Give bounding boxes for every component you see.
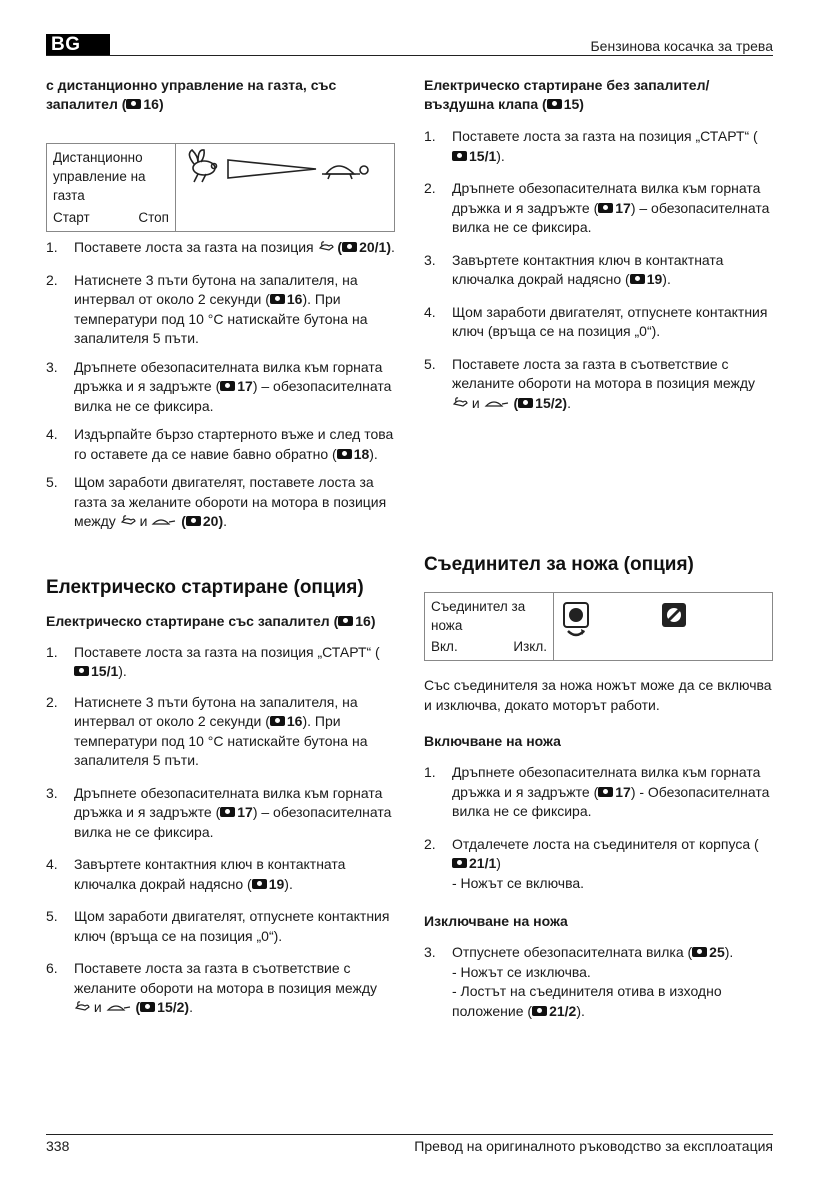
camera-icon [452,151,467,161]
clutch-description: Със съединителя за ножа ножът може да се включва и изключва, докато моторът работи. [424,677,772,713]
camera-icon [270,716,285,726]
throttle-wedge [228,160,316,178]
turtle-icon [106,1002,132,1012]
throttle-control-table [46,143,395,232]
list-item: 1. Поставете лоста за газта на позиция „СТАРТ“ (15/1). [46,643,380,679]
list-item: 5. Щом заработи двигателят, поставете лоста за газта за желаните обороти на мотора в позиция между и ( 20). [46,474,387,529]
list-item: 1. Поставете лоста за газта на позиция „СТАРТ“ (15/1). [424,128,758,164]
camera-icon [342,242,357,252]
list-item: 3. Дръпнете обезопасителната вилка към горната дръжка и я задръжте ( 17) – обезопасителната вилка не се фиксира. [46,358,392,414]
blade-off-icon [662,603,686,627]
camera-icon [126,99,141,109]
list-item: 5. Щом заработи двигателят, отпуснете контактния ключ (връща се на позиция „0“). [46,908,390,944]
header-divider [46,55,773,56]
clutch-label: Съединител за ножа [431,599,526,633]
electric-start-subheading: Електрическо стартиране със запалител ( 16) [46,612,376,629]
language-badge: BG [46,34,110,56]
blade-off-steps [424,943,774,1021]
electric-start-steps [46,643,396,1018]
camera-icon [598,787,613,797]
camera-icon [74,666,89,676]
rabbit-icon [318,240,334,252]
camera-icon [186,516,201,526]
throttle-heading: с дистанционно управление на газта, със запалител ( 16) [46,77,337,112]
throttle-label: Дистанционно управление на газта [53,150,146,203]
rabbit-icon [189,150,216,182]
turtle-icon [151,516,177,526]
blade-clutch-heading: Съединител за ножа (опция) [424,554,694,575]
list-item: 1. Дръпнете обезопасителната вилка към горната дръжка и я задръжте ( 17) - Обезопасителната вилка не се фиксира. [424,764,770,819]
camera-icon [630,274,645,284]
turtle-icon [484,398,510,408]
throttle-symbol [176,144,394,231]
right-column [424,76,774,1021]
clutch-symbol [554,593,772,660]
list-item: 4. Издърпайте бързо стартерното въже и след това го оставете да се навие бавно обратно ( 18). [46,426,394,462]
footer-text: Превод на оригиналното ръководство за експлоатация [414,1138,773,1154]
stop-label: Стоп [138,210,169,225]
list-item: 2. Отдалечете лоста на съединителя от корпуса (21/1) - Ножът се включва. [424,835,759,891]
electric-start-heading: Електрическо стартиране (опция) [46,576,364,598]
turtle-icon [322,166,368,179]
blade-off-heading: Изключване на ножа [424,913,568,929]
list-item: 4. Щом заработи двигателят, отпуснете контактния ключ (връща се на позиция „0“). [424,303,768,339]
list-item: 6. Поставете лоста за газта в съответствие с желаните обороти на мотора в позиция между и ( 15/2). [46,960,377,1015]
rabbit-icon [452,396,468,408]
rabbit-icon [74,1000,90,1012]
camera-icon [220,807,235,817]
camera-icon [452,858,467,868]
start-label: Старт [53,210,90,225]
off-label: Изкл. [513,639,547,654]
list-item: 1. Поставете лоста за газта на позиция ( 20/1). [46,239,395,255]
list-item: 2. Натиснете 3 пъти бутона на запалителя, на интервал от около 2 секунди ( 16). При температури под 10 °C натискайте бутона на запалителя 5 пъти. [46,271,368,346]
list-item: 2. Натиснете 3 пъти бутона на запалителя, на интервал от около 2 секунди ( 16). При температури под 10 °C натискайте бутона на запалителя 5 пъти. [46,693,368,768]
camera-icon [140,1002,155,1012]
list-item: 4. Завъртете контактния ключ в контактната ключалка докрай надясно ( 19). [46,856,346,892]
camera-icon [270,294,285,304]
camera-icon [337,449,352,459]
camera-icon [598,203,613,213]
left-column [46,76,396,1018]
no-primer-steps [424,127,774,413]
on-label: Вкл. [431,639,458,654]
camera-icon [220,381,235,391]
document-title: Бензинова косачка за трева [590,38,773,54]
blade-on-icon [564,603,588,635]
camera-icon [518,398,533,408]
list-item: 3. Завъртете контактния ключ в контактната ключалка докрай надясно ( 19). [424,251,724,287]
blade-clutch-table [424,592,773,661]
camera-icon [547,99,562,109]
page-number: 338 [46,1138,70,1154]
throttle-steps [46,238,396,532]
blade-on-steps [424,763,774,893]
camera-icon [338,616,353,626]
blade-on-heading: Включване на ножа [424,733,561,749]
list-item: 3. Отпуснете обезопасителната вилка ( 25). - Ножът се изключва. - Лостът на съединителя отива в изходно положение ( 21/2). [424,944,734,1019]
list-item: 5. Поставете лоста за газта в съответствие с желаните обороти на мотора в позиция между и ( 15/2). [424,355,755,411]
footer-divider [46,1134,773,1135]
no-primer-heading: Електрическо стартиране без запалител/ въздушна клапа ( 15) [424,77,710,112]
camera-icon [252,879,267,889]
list-item: 3. Дръпнете обезопасителната вилка към горната дръжка и я задръжте ( 17) – обезопасителната вилка не се фиксира. [46,784,392,840]
camera-icon [532,1006,547,1016]
list-item: 2. Дръпнете обезопасителната вилка към горната дръжка и я задръжте ( 17) – обезопасителната вилка не се фиксира. [424,180,770,235]
rabbit-icon [120,514,136,526]
camera-icon [692,947,707,957]
